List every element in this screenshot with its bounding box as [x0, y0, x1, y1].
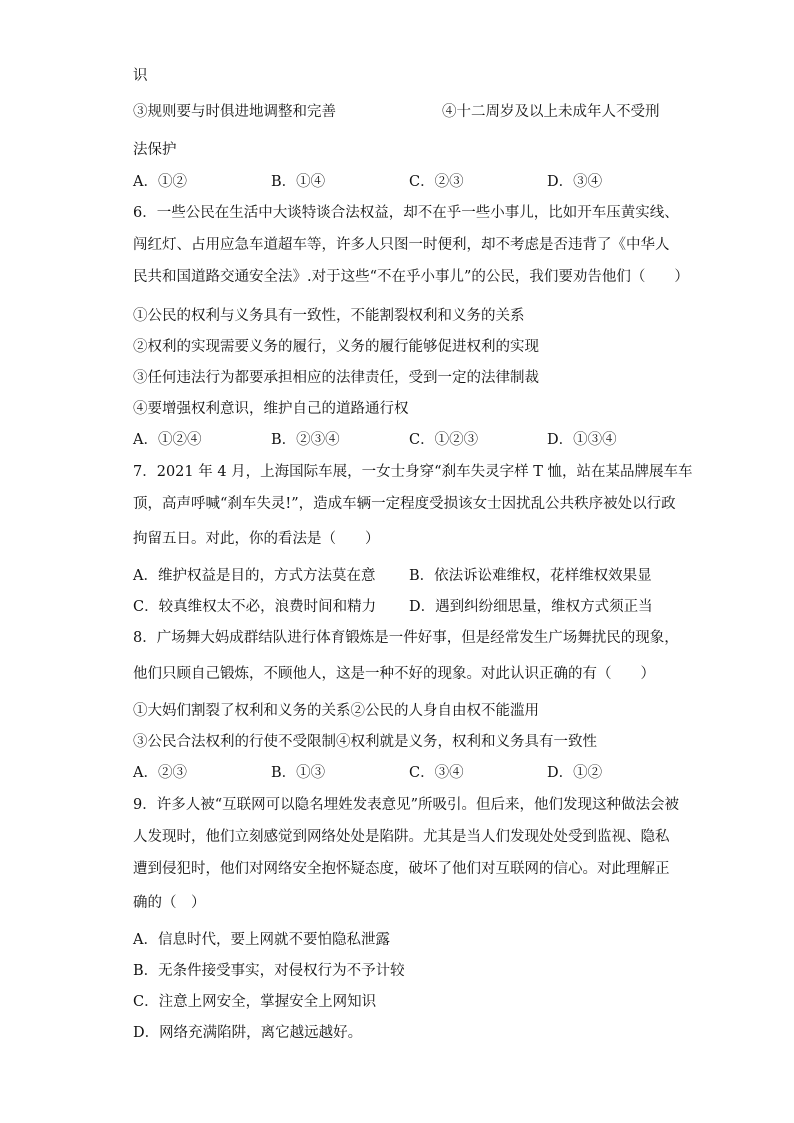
- statement-4: ④十二周岁及以上未成年人不受刑: [442, 104, 660, 120]
- question-8-stem-line: 他们只顾自己锻炼，不顾他人，这是一种不好的现象。对此认识正确的有（ ）: [133, 666, 655, 682]
- question-8-statement: ①大妈们割裂了权利和义务的关系②公民的人身自由权不能滥用: [133, 703, 539, 719]
- question-9-stem-line: 遭到侵犯时，他们对网络安全抱怀疑态度，破坏了他们对互联网的信心。对此理解正: [133, 861, 670, 877]
- option-a: A．①②④: [133, 432, 202, 448]
- option-c: C．③④: [409, 765, 464, 781]
- option-c: C．①②③: [409, 432, 479, 448]
- question-6-stem-line: 民共和国道路交通安全法》.对于这些“不在乎小事儿”的公民，我们要劝告他们（ ）: [133, 269, 689, 285]
- option-d: D．③④: [547, 174, 603, 190]
- option-a: A．①②: [133, 174, 187, 190]
- question-9-stem-line: 确的（ ）: [133, 895, 206, 911]
- option-b: B．①④: [271, 174, 326, 190]
- question-8-stem-line: 8．广场舞大妈成群结队进行体育锻炼是一件好事，但是经常发生广场舞扰民的现象，: [133, 630, 679, 646]
- option-b: B．依法诉讼难维权，花样维权效果显: [409, 568, 652, 584]
- statement-3: ③规则要与时俱进地调整和完善: [133, 104, 336, 120]
- option-a: A．信息时代，要上网就不要怕隐私泄露: [133, 932, 390, 948]
- option-a: A．②③: [133, 765, 187, 781]
- option-d: D．遇到纠纷细思量，维权方式须正当: [409, 599, 653, 615]
- option-d: D．①③④: [547, 432, 617, 448]
- question-9-stem-line: 9．许多人被“互联网可以隐名埋姓发表意见”所吸引。但后来，他们发现这种做法会被: [133, 797, 680, 813]
- question-6-statement: ②权利的实现需要义务的履行，义务的履行能够促进权利的实现: [133, 339, 539, 355]
- option-c: C．较真维权太不必，浪费时间和精力: [133, 599, 377, 615]
- question-7-stem-line: 顶，高声呼喊“刹车失灵!”，造成车辆一定程度受损该女士因扰乱公共秩序被处以行政: [133, 496, 676, 512]
- question-6-statement: ④要增强权利意识，维护自己的道路通行权: [133, 401, 409, 417]
- question-7-stem-line: 拘留五日。对此，你的看法是（ ）: [133, 531, 380, 547]
- question-6-stem-line: 6．一些公民在生活中大谈特谈合法权益，却不在乎一些小事儿，比如开车压黄实线、: [133, 205, 679, 221]
- question-7-stem-line: 7．2021 年 4 月，上海国际车展，一女士身穿“刹车失灵字样 T 恤，站在某品牌展车车: [133, 464, 693, 480]
- option-b: B．无条件接受事实，对侵权行为不予计较: [133, 963, 405, 979]
- question-6-statement: ③任何违法行为都要承担相应的法律责任，受到一定的法律制裁: [133, 370, 539, 386]
- text-line: 识: [133, 68, 148, 84]
- question-6-stem-line: 闯红灯、占用应急车道超车等，许多人只图一时便利，却不考虑是否违背了《中华人: [133, 237, 670, 253]
- option-c: C．②③: [409, 174, 464, 190]
- question-9-stem-line: 人发现时，他们立刻感觉到网络处处是陷阱。尤其是当人们发现处处受到监视、隐私: [133, 829, 670, 845]
- option-b: B．②③④: [271, 432, 340, 448]
- text-line: 法保护: [133, 142, 177, 158]
- option-b: B．①③: [271, 765, 326, 781]
- option-c: C．注意上网安全，掌握安全上网知识: [133, 994, 377, 1010]
- question-6-statement: ①公民的权利与义务具有一致性，不能割裂权利和义务的关系: [133, 308, 525, 324]
- question-8-statement: ③公民合法权利的行使不受限制④权利就是义务，权利和义务具有一致性: [133, 734, 597, 750]
- option-d: D．网络充满陷阱，离它越远越好。: [133, 1025, 363, 1041]
- option-a: A．维护权益是目的，方式方法莫在意: [133, 568, 376, 584]
- option-d: D．①②: [547, 765, 603, 781]
